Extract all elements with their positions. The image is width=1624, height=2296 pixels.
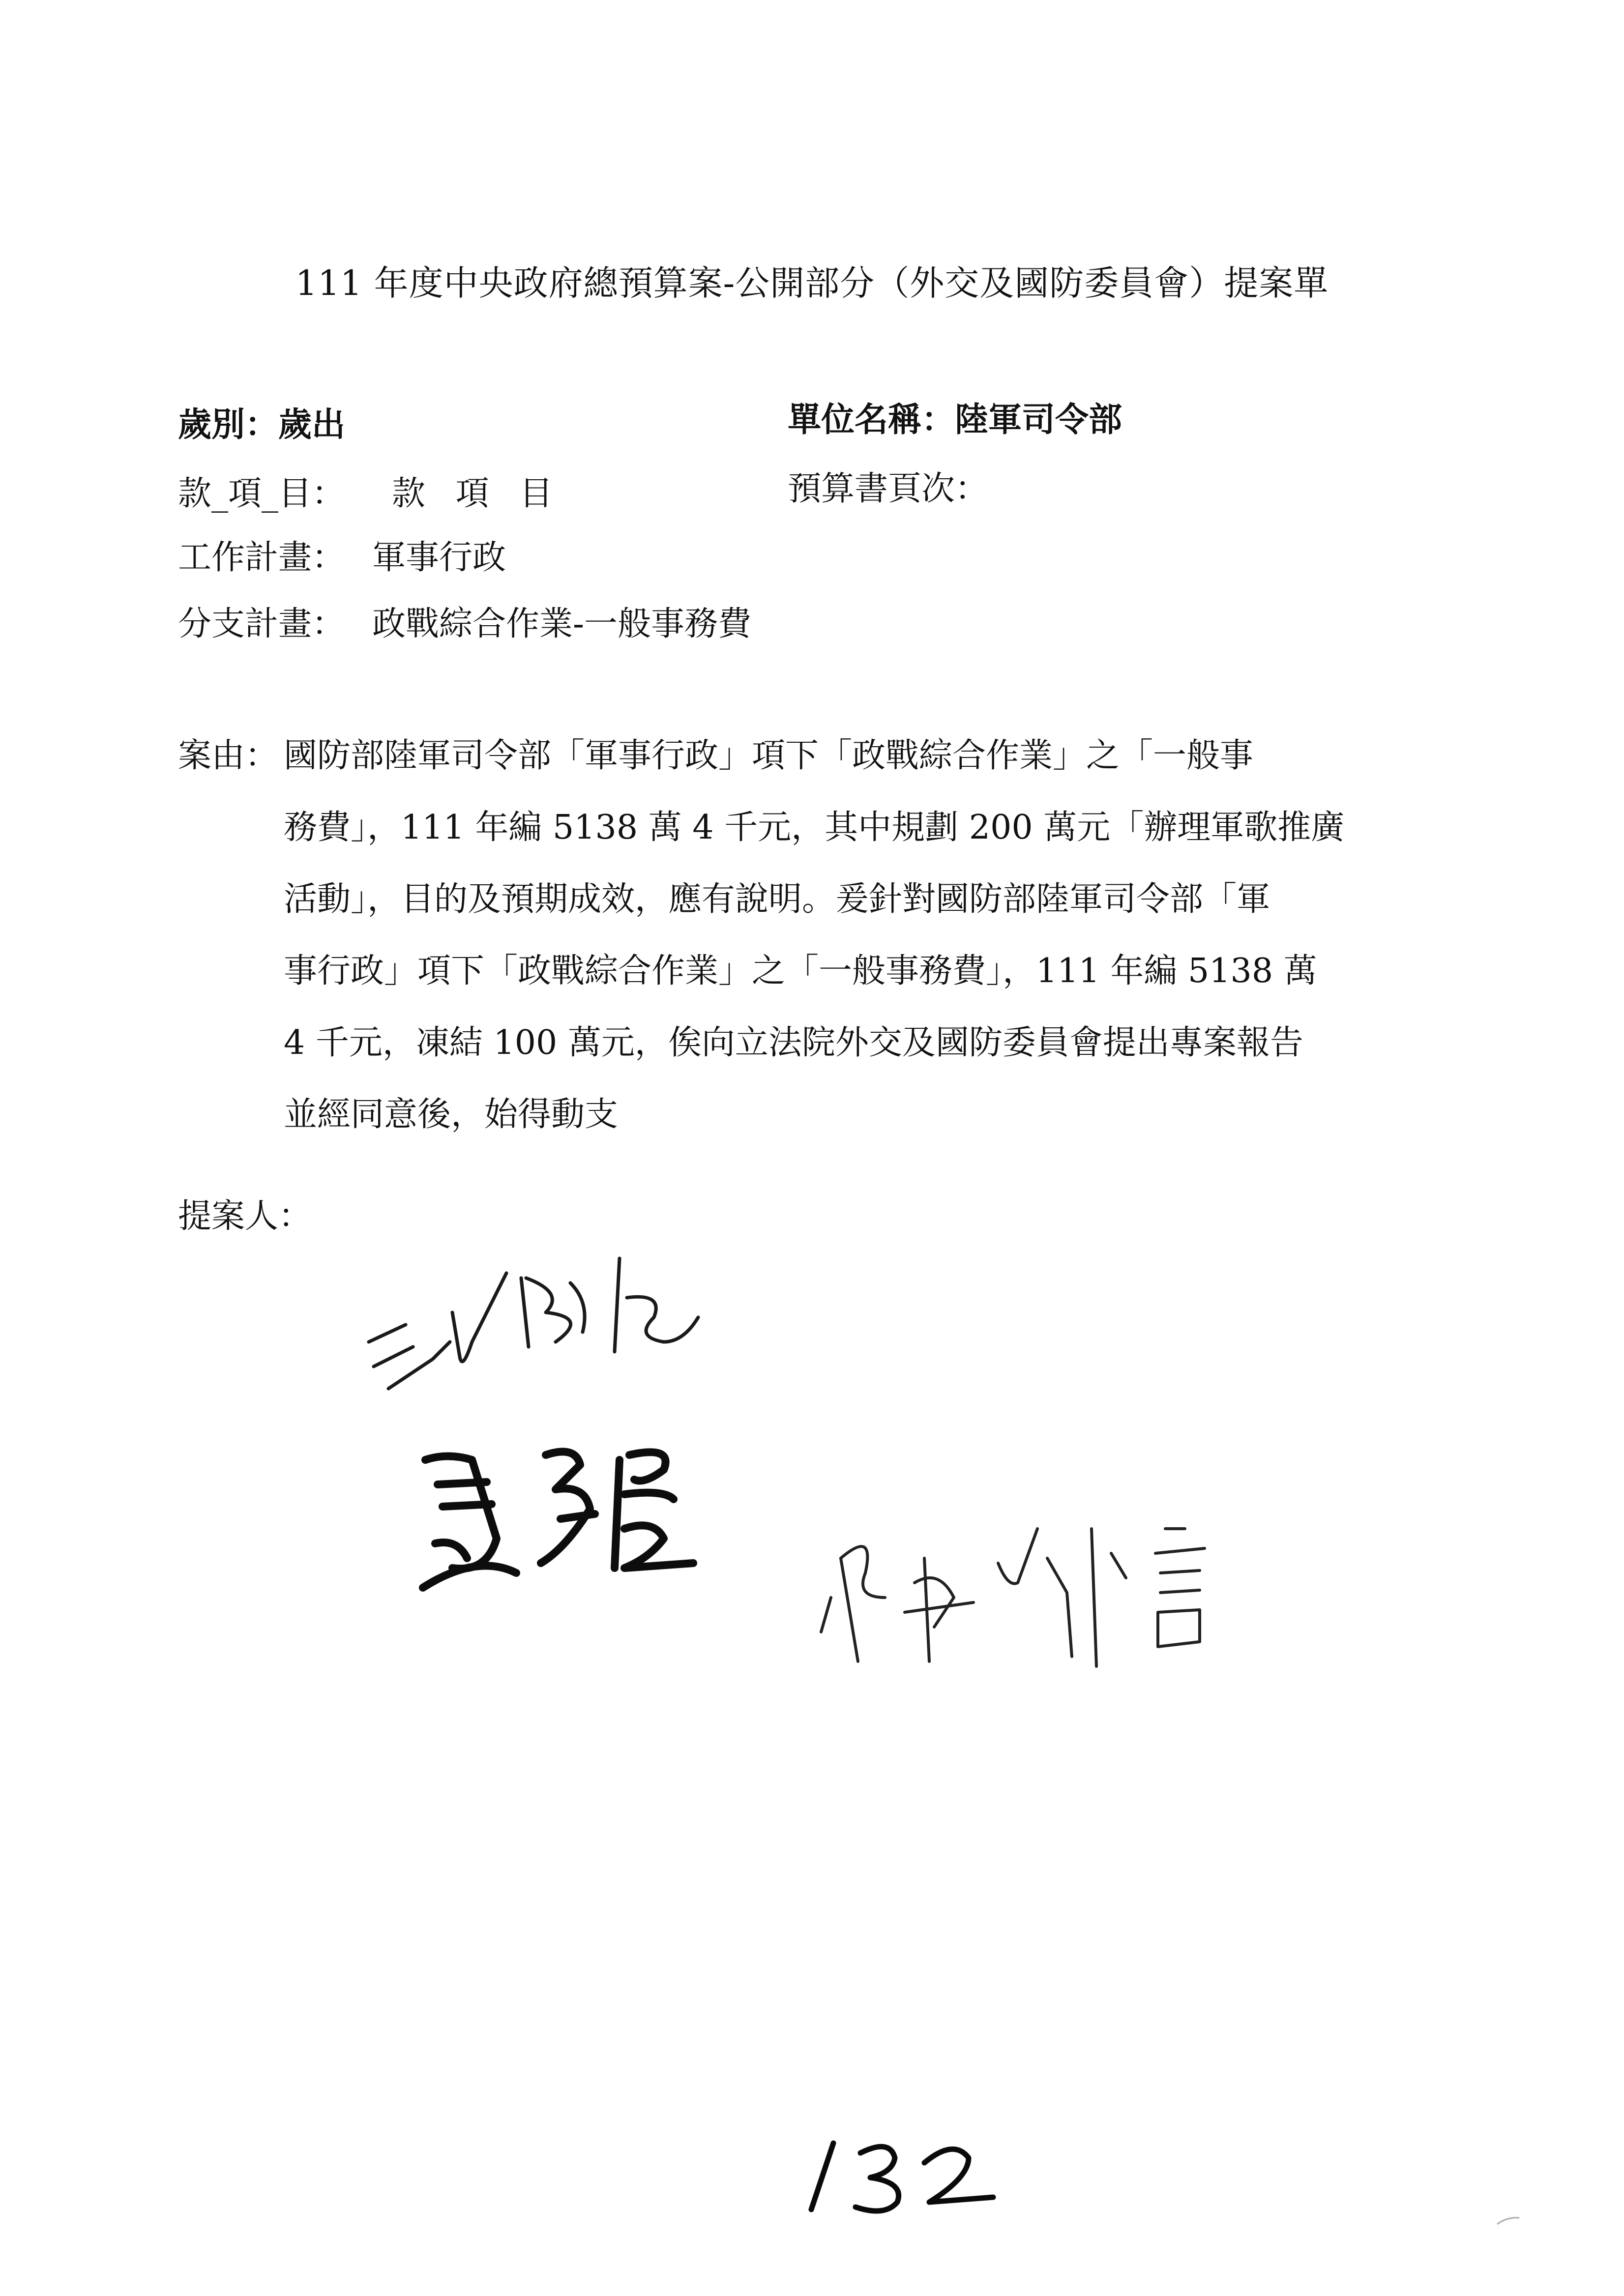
proposer-label: 提案人： (178, 1197, 312, 1236)
case-reason-label: 案由： (178, 736, 279, 775)
handwritten-page-number (797, 2128, 1003, 2217)
budget-type-field (178, 398, 345, 446)
handwritten-signature-icon (359, 1219, 801, 1425)
sub-plan-label: 分支計畫： (178, 605, 346, 643)
budget-page-field (788, 462, 993, 510)
handwritten-number-icon (797, 2128, 1003, 2217)
work-plan-field (178, 531, 506, 579)
item-label: 款_項_目： (178, 474, 346, 513)
sub-plan-value: 政戰綜合作業-一般事務費 (372, 605, 751, 643)
item-value: 款 項 目 (392, 474, 553, 513)
case-reason-line: 4 千元，凍結 100 萬元，俟向立法院外交及國防委員會提出專案報告 (284, 1023, 1303, 1062)
document-title: 111 年度中央政府總預算案-公開部分（外交及國防委員會）提案單 (295, 263, 1329, 303)
budget-type-value: 歲出 (278, 405, 346, 444)
handwritten-signature-icon (811, 1499, 1303, 1686)
case-reason-text (284, 720, 1437, 1151)
scan-mark (1495, 2212, 1524, 2227)
case-reason-line: 並經同意後，始得動支 (284, 1095, 619, 1134)
sub-plan-field (178, 597, 751, 645)
work-plan-label: 工作計畫： (178, 538, 346, 577)
signature-3 (811, 1499, 1303, 1686)
unit-name-value: 陸軍司令部 (955, 400, 1122, 439)
budget-page-label: 預算書頁次： (788, 469, 989, 508)
case-reason-line: 國防部陸軍司令部「軍事行政」項下「政戰綜合作業」之「一般事 (284, 736, 1254, 775)
scan-artifact-icon (1495, 2212, 1524, 2227)
unit-name-field (788, 393, 1122, 441)
case-reason-line: 活動」，目的及預期成效，應有說明。爰針對國防部陸軍司令部「軍 (284, 880, 1270, 919)
case-reason (178, 720, 1437, 1151)
unit-name-label: 單位名稱： (788, 400, 955, 439)
handwritten-signature-icon (418, 1425, 762, 1622)
item-field (178, 467, 553, 515)
case-reason-line: 事行政」項下「政戰綜合作業」之「一般事務費」，111 年編 5138 萬 (284, 952, 1317, 990)
budget-type-label: 歲別： (178, 405, 279, 444)
signature-1 (359, 1219, 801, 1425)
signature-2 (418, 1425, 762, 1622)
work-plan-value: 軍事行政 (372, 538, 506, 577)
case-reason-line: 務費」，111 年編 5138 萬 4 千元，其中規劃 200 萬元「辦理軍歌推廣 (284, 808, 1345, 847)
